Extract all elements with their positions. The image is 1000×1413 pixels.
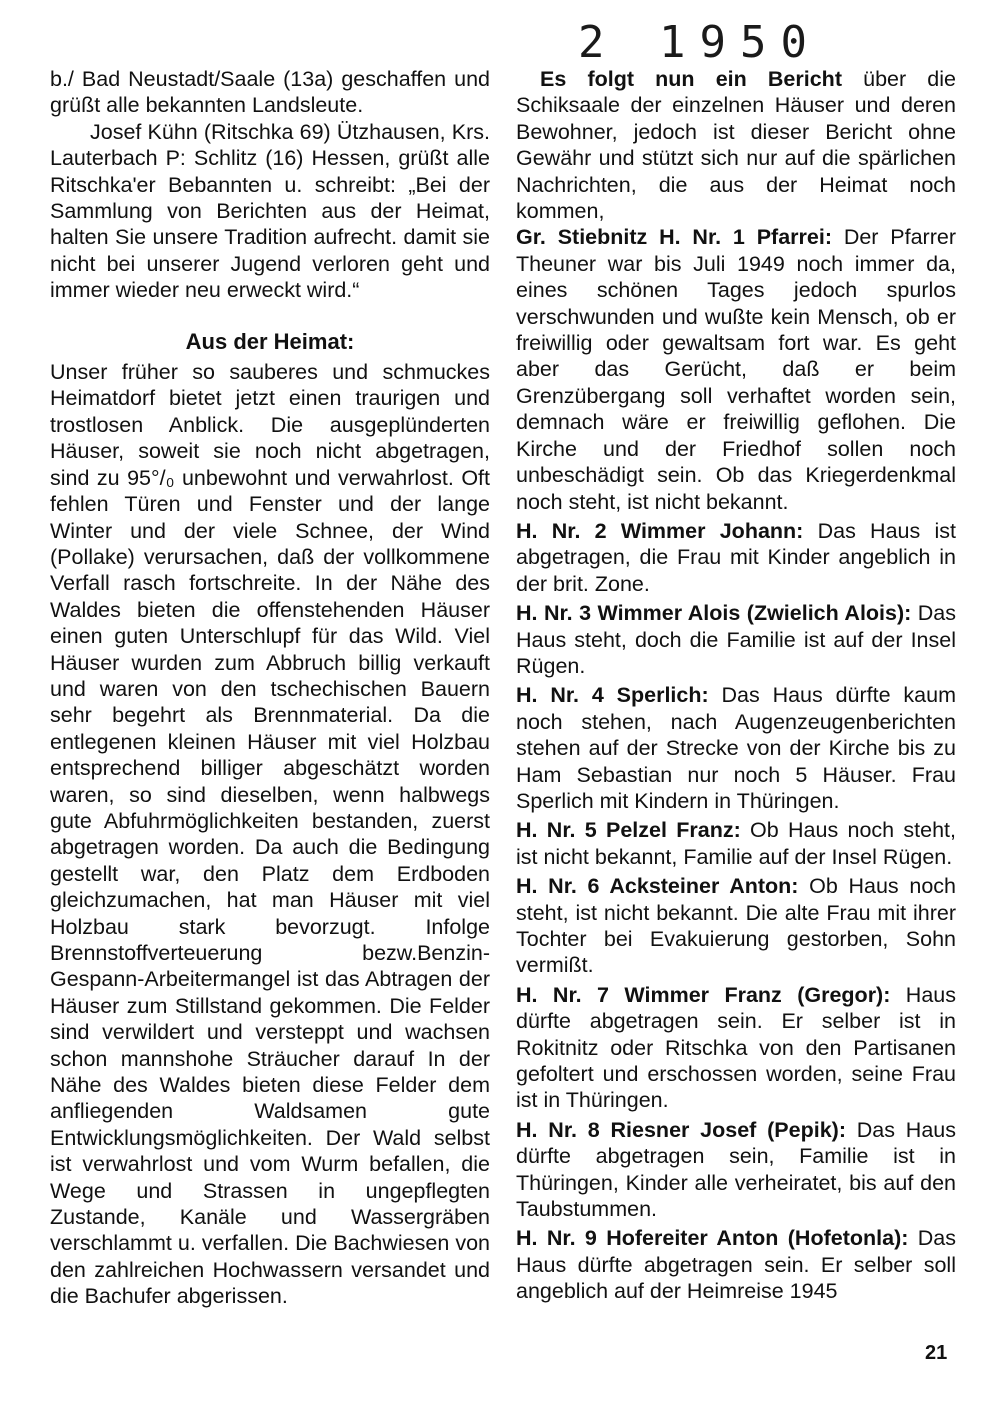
handwritten-date-note: 2 1950: [578, 17, 821, 68]
house-entry: [516, 518, 956, 597]
right-column: [516, 66, 956, 1308]
intro-text: über die Schiksaale der einzelnen Häuser und deren Bewohner, jedoch ist dieser Bericht ohne Gewähr und stützt sich nur auf die spärlichen Nachrichten, die aus der Heimat noch kommen,: [516, 67, 956, 224]
house-entry-text: Das Haus dürfte kaum noch stehen, nach Augenzeugenberichten stehen auf der Strecke von der Kirche bis zu Ham Sebastian nur noch 5 Häuser. Frau Sperlich mit Kindern in Thüringen.: [516, 683, 956, 813]
house-entry-title: H. Nr. 6 Acksteiner Anton:: [516, 874, 799, 899]
house-entry-text: Das Haus steht, doch die Familie ist auf der Insel Rügen.: [516, 601, 956, 678]
house-entry: [516, 600, 956, 679]
left-column: [50, 66, 490, 1310]
left-paragraph-1: b./ Bad Neustadt/Saale (13a) geschaffen und grüßt alle bekannten Landsleute.: [50, 67, 490, 118]
page-number: 21: [925, 1342, 948, 1364]
intro-lead: Es folgt nun ein Bericht: [540, 67, 842, 91]
left-paragraph-3: Unser früher so sauberes und schmuckes Heimatdorf bietet jetzt einen traurigen und trostlosen Anblick. Die ausgeplünderten Häuser, soweit sie noch nicht abgetragen, sind zu 95°/₀ unbewohnt und verwahrlost. Oft fehlen Türen und Fenster und der lange Winter und der viele Schnee, der Wind (Pollake) verursachen, daß der vollkommene Verfall rasch fortschreite. In der Nähe des Waldes bieten die offenstehenden Häuser einen guten Unterschlupf für das Wild. Viel Häuser wurden zum Abbruch billig verkauft und waren von den tschechischen Bauern sehr begehrt als Brennmaterial. Da die entlegenen kleinen Häuser mit viel Holzbau entsprechend billiger abgeschätzt worden waren, so sind dieselben, wenn halbwegs gute Abfuhrmöglichkeiten bestanden, zuerst abgetragen worden. Da auch die Bedingung gestellt war, den Platz dem Erdboden gleichzumachen, hat man Häuser mit viel Holzbau stark bevorzugt. Infolge Brennstoffverteuerung bezw.Benzin-Gespann-Arbeitermangel ist das Abtragen der Häuser zum Stillstand gekommen. Die Felder sind verwildert und versteppt und wachsen schon mannshohe Sträucher darauf In der Nähe des Waldes bieten diese Felder dem anfliegenden Waldsamen gute Entwicklungsmöglichkeiten. Der Wald selbst ist verwahrlost und vom Wurm befallen, die Wege und Strassen in ungepflegten Zustande, Kanäle und Wassergräben verschlammt u. verfallen. Die Bachwiesen von den zahlreichen Hochwassern versandet und die Bachufer abgerissen.: [50, 360, 490, 1309]
house-entry: [516, 1117, 956, 1223]
left-paragraph-2: Josef Kühn (Ritschka 69) Ützhausen, Krs. Lauterbach P: Schlitz (16) Hessen, grüßt alle Ritschka'er Bebannten u. schreibt: „Bei der Sammlung von Berichten aus der Heimat, halten Sie unsere Tradition aufrecht. damit sie nicht bei unserer Jugend verloren geht und immer wieder neu erweckt wird.“: [50, 119, 490, 303]
house-entry-text: Das Haus dürfte abgetragen sein. Er selber soll angeblich auf der Heimreise 1945: [516, 1226, 956, 1304]
house-entry-text: Das Haus dürfte abgetragen sein, Familie ist in Thüringen, Kinder alle verheiratet, bis auf den Taubstummen.: [516, 1117, 956, 1222]
house-entry-title: Gr. Stiebnitz H. Nr. 1 Pfarrei:: [516, 225, 832, 250]
house-entry: [516, 817, 956, 870]
house-entry: [516, 982, 956, 1114]
house-entry-title: H. Nr. 5 Pelzel Franz:: [516, 818, 741, 843]
house-entry: [516, 873, 956, 979]
intro-paragraph: [516, 66, 956, 224]
house-entry-title: H. Nr. 7 Wimmer Franz (Gregor):: [516, 982, 891, 1007]
house-entry-title: H. Nr. 8 Riesner Josef (Pepik):: [516, 1117, 846, 1142]
house-entry-title: H. Nr. 9 Hofereiter Anton (Hofetonla):: [516, 1226, 909, 1251]
house-entry-text: Haus dürfte abgetragen sein. Er selber ist in Rokitnitz oder Ritschka von den Partisanen gefoltert und erschossen worden, seine Frau ist in Thüringen.: [516, 982, 957, 1113]
house-entry: [516, 224, 956, 514]
section-heading: Aus der Heimat:: [185, 328, 355, 354]
house-entry-title: H. Nr. 2 Wimmer Johann:: [516, 518, 804, 543]
house-entry: [516, 682, 956, 814]
house-entry-title: H. Nr. 3 Wimmer Alois (Zwielich Alois):: [516, 601, 912, 626]
house-entry-text: Ob Haus noch steht, ist nicht bekannt, Familie auf der Insel Rügen.: [516, 818, 956, 869]
house-entry-text: Ob Haus noch steht, ist nicht bekannt. Die alte Frau mit ihrer Tochter bei Evakuierung gestorben, Sohn vermißt.: [516, 874, 956, 978]
house-entry-title: H. Nr. 4 Sperlich:: [516, 683, 709, 708]
house-entry-text: Das Haus ist abgetragen, die Frau mit Kinder angeblich in der brit. Zone.: [516, 518, 956, 596]
house-entry: [516, 1225, 956, 1304]
house-entry-text: Der Pfarrer Theuner war bis Juli 1949 noch immer da, eines schönen Tages jedoch spurlos verschwunden und wußte kein Mensch, ob er freiwillig oder gewaltsam fort war. Es geht aber das Gerücht, daß er beim Grenzübergang soll verhaftet worden sein, demnach wäre er freiwillig geflohen. Die Kirche und der Friedhof sollen noch unbeschädigt sein. Ob das Kriegerdenkmal noch steht, ist nicht bekannt.: [516, 225, 956, 514]
